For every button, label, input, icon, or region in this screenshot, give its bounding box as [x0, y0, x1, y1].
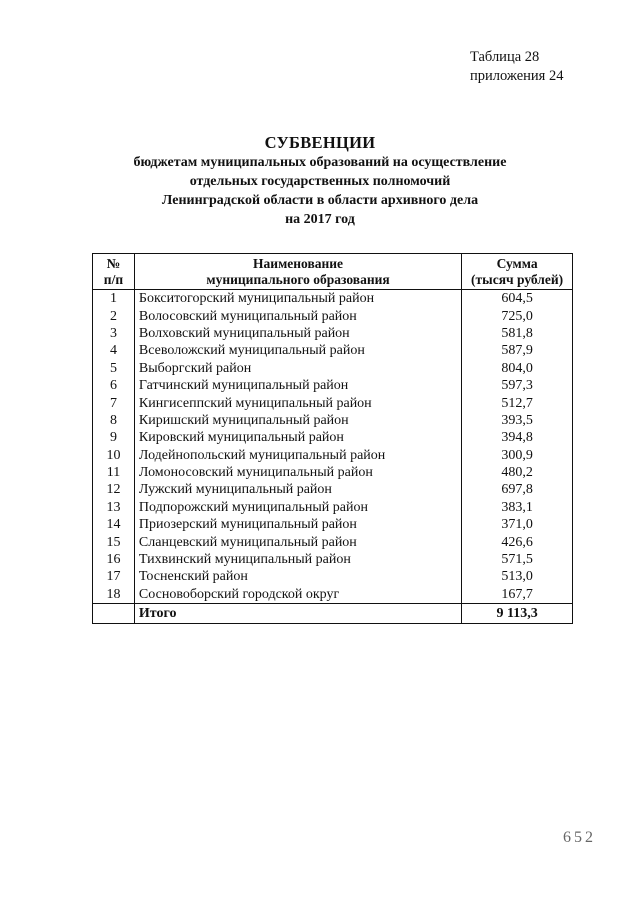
row-number: 1 [93, 290, 135, 308]
header-number-line-2: п/п [103, 271, 124, 287]
table-row [93, 429, 573, 446]
row-number: 13 [93, 499, 135, 516]
row-sum: 571,5 [462, 551, 573, 568]
table-row [93, 377, 573, 394]
total-sum: 9 113,3 [462, 604, 573, 624]
row-number: 10 [93, 447, 135, 464]
title-line-3: Ленинградской области в области архивного дела [161, 193, 479, 208]
row-number: 16 [93, 551, 135, 568]
row-number: 17 [93, 568, 135, 585]
table-row [93, 342, 573, 359]
table-row [93, 499, 573, 516]
table-row [93, 481, 573, 498]
table-number-label: Таблица 28 [470, 49, 540, 65]
row-name: Волховский муниципальный район [134, 325, 461, 342]
table-row [93, 447, 573, 464]
title-line-2: отдельных государственных полномочий [189, 174, 451, 189]
row-number: 15 [93, 533, 135, 550]
row-sum: 426,6 [462, 533, 573, 550]
row-name: Всеволожский муниципальный район [134, 342, 461, 359]
row-name: Лужский муниципальный район [134, 481, 461, 498]
row-name: Волосовский муниципальный район [134, 307, 461, 324]
row-sum: 512,7 [462, 394, 573, 411]
row-sum: 725,0 [462, 307, 573, 324]
header-sum-line-1: Сумма [496, 256, 538, 271]
row-number: 18 [93, 586, 135, 604]
row-sum: 581,8 [462, 325, 573, 342]
row-number: 12 [93, 481, 135, 498]
row-name: Приозерский муниципальный район [134, 516, 461, 533]
header-number [93, 254, 135, 290]
table-row [93, 533, 573, 550]
table-row [93, 290, 573, 308]
row-number: 3 [93, 325, 135, 342]
header-name-line-2: муниципального образования [206, 271, 390, 287]
row-name: Ломоносовский муниципальный район [134, 464, 461, 481]
row-number: 9 [93, 429, 135, 446]
row-sum: 394,8 [462, 429, 573, 446]
header-name [134, 254, 461, 290]
page-number: 652 [563, 829, 596, 846]
header-number-line-1: № [106, 256, 121, 271]
row-name: Сосновоборский городской округ [134, 586, 461, 604]
table-row [93, 586, 573, 604]
row-sum: 383,1 [462, 499, 573, 516]
table-row [93, 568, 573, 585]
header-sum-line-2: (тысяч рублей) [471, 271, 564, 287]
row-sum: 393,5 [462, 412, 573, 429]
row-sum: 604,5 [462, 290, 573, 308]
row-number: 14 [93, 516, 135, 533]
table-reference [470, 48, 563, 86]
header-sum [462, 254, 573, 290]
document-title [60, 133, 580, 229]
title-line-1: бюджетам муниципальных образований на осуществление [133, 155, 507, 170]
title-main: СУБВЕНЦИИ [264, 133, 376, 152]
table-row [93, 394, 573, 411]
row-number: 8 [93, 412, 135, 429]
subsidies-table [92, 253, 573, 624]
row-name: Кировский муниципальный район [134, 429, 461, 446]
row-name: Тихвинский муниципальный район [134, 551, 461, 568]
row-name: Сланцевский муниципальный район [134, 533, 461, 550]
row-sum: 513,0 [462, 568, 573, 585]
row-number: 7 [93, 394, 135, 411]
row-number: 2 [93, 307, 135, 324]
row-sum: 480,2 [462, 464, 573, 481]
row-sum: 697,8 [462, 481, 573, 498]
row-sum: 587,9 [462, 342, 573, 359]
table-row [93, 464, 573, 481]
row-number: 11 [93, 464, 135, 481]
title-line-4: на 2017 год [285, 212, 355, 227]
table-row [93, 325, 573, 342]
total-number-cell [93, 604, 135, 624]
row-sum: 371,0 [462, 516, 573, 533]
row-sum: 167,7 [462, 586, 573, 604]
row-name: Кингисеппский муниципальный район [134, 394, 461, 411]
row-sum: 804,0 [462, 360, 573, 377]
row-sum: 300,9 [462, 447, 573, 464]
table-row [93, 412, 573, 429]
row-name: Лодейнопольский муниципальный район [134, 447, 461, 464]
table-row [93, 360, 573, 377]
row-number: 5 [93, 360, 135, 377]
header-name-line-1: Наименование [253, 256, 344, 271]
row-sum: 597,3 [462, 377, 573, 394]
table-header-row [93, 254, 573, 290]
total-label: Итого [134, 604, 461, 624]
table-row [93, 307, 573, 324]
row-name: Выборгский район [134, 360, 461, 377]
row-name: Подпорожский муниципальный район [134, 499, 461, 516]
row-name: Тосненский район [134, 568, 461, 585]
row-name: Бокситогорский муниципальный район [134, 290, 461, 308]
table-row [93, 551, 573, 568]
row-name: Гатчинский муниципальный район [134, 377, 461, 394]
table-row [93, 516, 573, 533]
appendix-label: приложения 24 [470, 68, 564, 84]
row-name: Киришский муниципальный район [134, 412, 461, 429]
row-number: 4 [93, 342, 135, 359]
total-row [93, 604, 573, 624]
row-number: 6 [93, 377, 135, 394]
